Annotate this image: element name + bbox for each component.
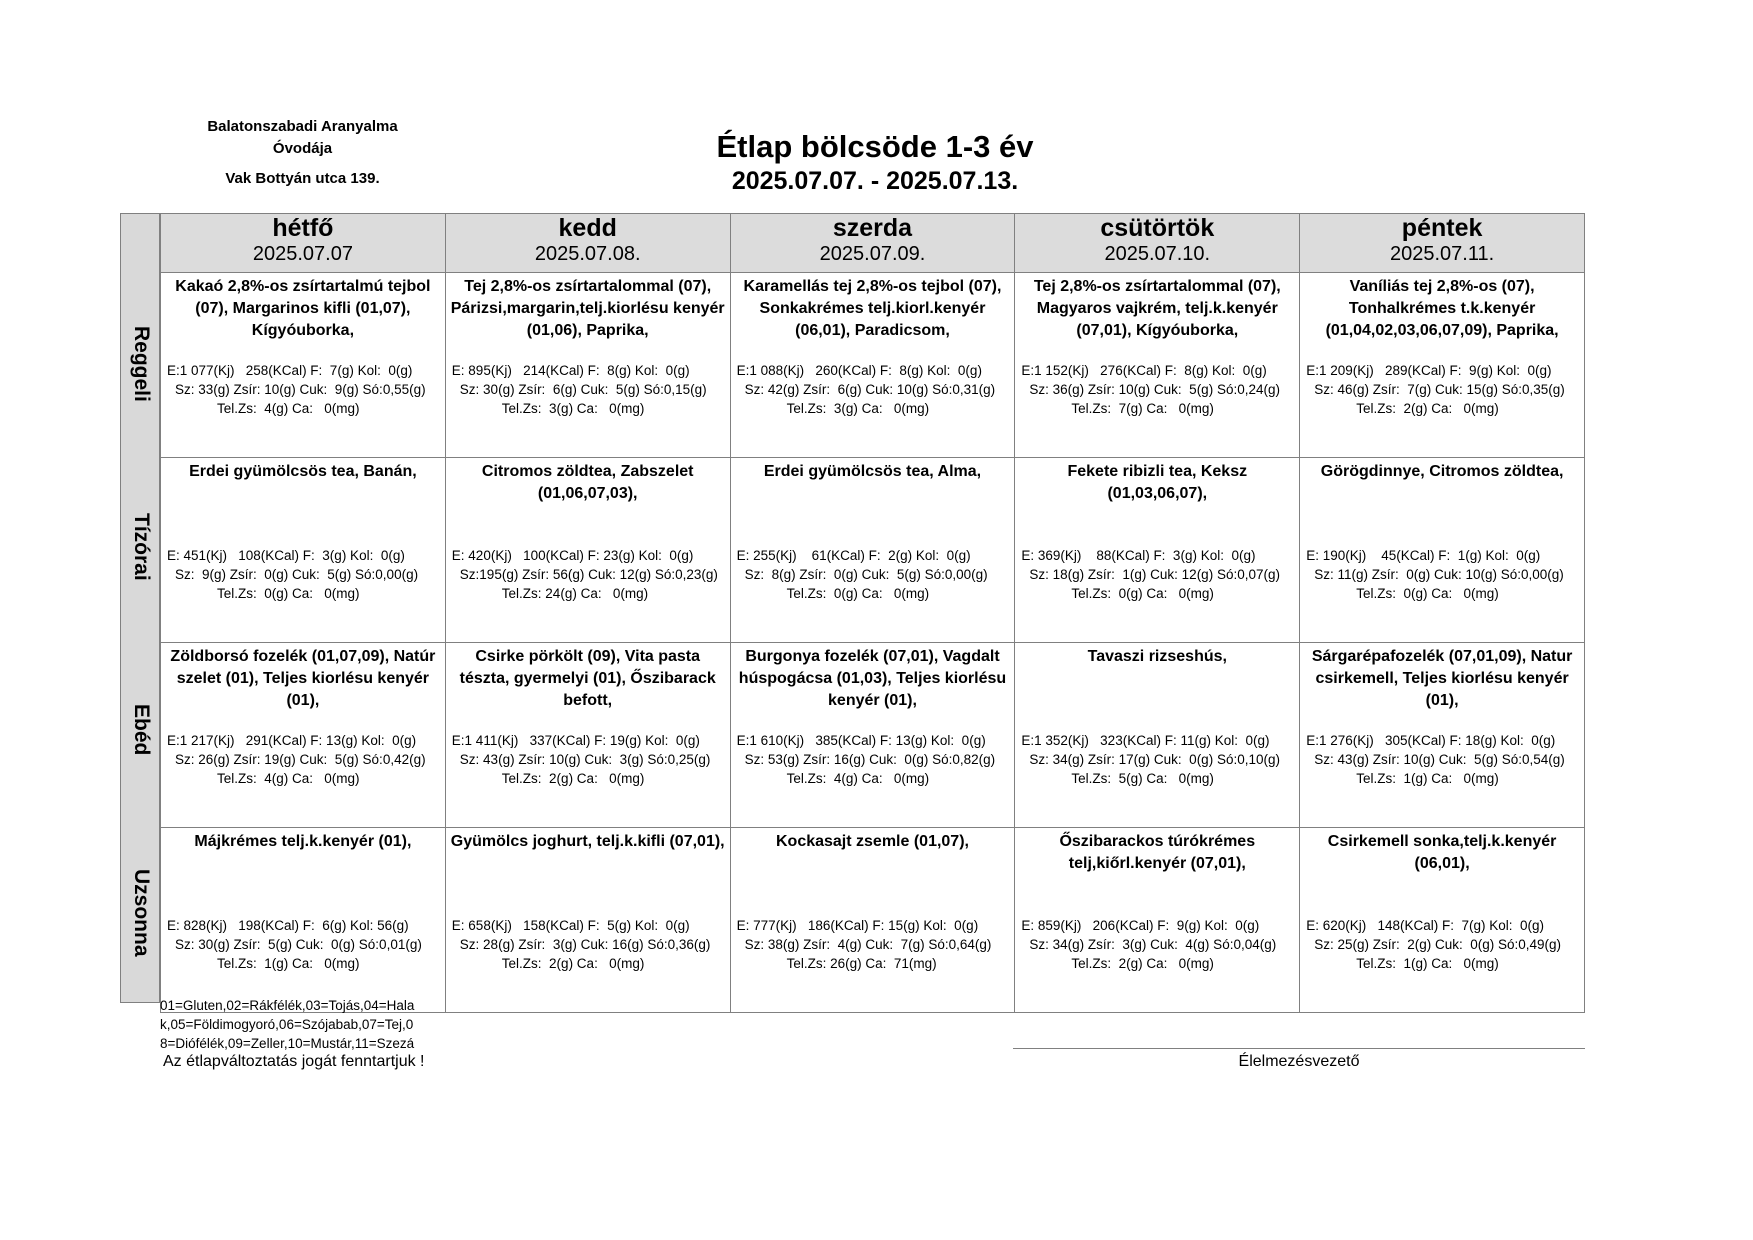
- meal-label-column: [120, 213, 160, 1003]
- food-description: Görögdinnye, Citromos zöldtea,: [1320, 463, 1564, 480]
- food-description: Csirkemell sonka,telj.k.kenyér (06,01),: [1327, 833, 1557, 872]
- nutrition-line: Tel.Zs: 5(g) Ca: 0(mg): [1071, 771, 1214, 786]
- menu-cell: [161, 273, 446, 458]
- nutrition-line: Sz: 28(g) Zsír: 3(g) Cuk: 16(g) Só:0,36(g): [459, 937, 711, 952]
- menu-cell: [1300, 643, 1585, 828]
- nutrition-line: E: 369(Kj) 88(KCal) F: 3(g) Kol: 0(g): [1021, 548, 1256, 563]
- nutrition-line: Tel.Zs: 2(g) Ca: 0(mg): [501, 956, 645, 971]
- menu-cell: [730, 458, 1015, 643]
- nutrition-line: Sz: 33(g) Zsír: 10(g) Cuk: 9(g) Só:0,55(g): [175, 382, 426, 397]
- nutrition-line: E:1 352(Kj) 323(KCal) F: 11(g) Kol: 0(g): [1021, 733, 1270, 748]
- nutrition-line: Tel.Zs: 0(g) Ca: 0(mg): [1071, 586, 1214, 601]
- date-range: 2025.07.07. - 2025.07.13.: [731, 167, 1019, 195]
- nutrition-info: [731, 546, 1015, 603]
- nutrition-info: [1300, 361, 1584, 418]
- nutrition-info: [1015, 546, 1299, 603]
- nutrition-line: Sz: 30(g) Zsír: 5(g) Cuk: 0(g) Só:0,01(g): [175, 937, 422, 952]
- nutrition-info: [446, 731, 730, 788]
- day-date: 2025.07.08.: [534, 243, 641, 265]
- nutrition-line: Sz: 53(g) Zsír: 16(g) Cuk: 0(g) Só:0,82(g): [744, 752, 996, 767]
- day-name: csütörtök: [1100, 214, 1215, 242]
- nutrition-line: Sz: 38(g) Zsír: 4(g) Cuk: 7(g) Só:0,64(g): [744, 937, 992, 952]
- food-description: Tej 2,8%-os zsírtartalommal (07), Párizsi,margarin,telj.kiorlésu kenyér (01,06), Paprika,: [450, 278, 725, 339]
- menu-cell: [445, 458, 730, 643]
- nutrition-info: [161, 916, 445, 973]
- food-description: Őszibarackos túrókrémes telj,kiőrl.kenyér (07,01),: [1059, 833, 1256, 872]
- nutrition-line: Tel.Zs: 1(g) Ca: 0(mg): [1356, 956, 1499, 971]
- menu-grid: [160, 213, 1585, 1013]
- food-description: Májkrémes telj.k.kenyér (01),: [194, 833, 412, 850]
- menu-cell: [1015, 458, 1300, 643]
- day-header: [1300, 214, 1585, 273]
- food-description: Fekete ribizli tea, Keksz (01,03,06,07),: [1067, 463, 1248, 502]
- nutrition-info: [161, 546, 445, 603]
- food-description: Burgonya fozelék (07,01), Vagdalt húspogácsa (01,03), Teljes kiorlésu kenyér (01),: [738, 648, 1007, 709]
- nutrition-line: Tel.Zs: 1(g) Ca: 0(mg): [217, 956, 360, 971]
- day-header: [1015, 214, 1300, 273]
- day-header-row: [161, 214, 1585, 273]
- day-date: 2025.07.11.: [1390, 243, 1495, 265]
- menu-cell: [445, 643, 730, 828]
- institution-address: Vak Bottyán utca 139.: [225, 170, 380, 187]
- nutrition-line: Tel.Zs: 26(g) Ca: 71(mg): [786, 956, 937, 971]
- nutrition-line: Sz: 36(g) Zsír: 10(g) Cuk: 5(g) Só:0,24(g): [1029, 382, 1280, 397]
- institution-name: Balatonszabadi Aranyalma: [207, 118, 398, 135]
- nutrition-line: E: 777(Kj) 186(KCal) F: 15(g) Kol: 0(g): [736, 918, 979, 933]
- meal-label-tizorai: Tízórai: [130, 512, 153, 581]
- day-name: hétfő: [272, 214, 334, 242]
- nutrition-line: E:1 152(Kj) 276(KCal) F: 8(g) Kol: 0(g): [1021, 363, 1267, 378]
- nutrition-info: [731, 916, 1015, 973]
- day-header: [730, 214, 1015, 273]
- menu-cell: [445, 273, 730, 458]
- nutrition-line: E: 859(Kj) 206(KCal) F: 9(g) Kol: 0(g): [1021, 918, 1260, 933]
- menu-change-disclaimer: Az étlapváltoztatás jogát fenntartjuk !: [163, 1053, 425, 1070]
- day-header: [161, 214, 446, 273]
- nutrition-line: Tel.Zs: 0(g) Ca: 0(mg): [217, 586, 360, 601]
- food-description: Gyümölcs joghurt, telj.k.kifli (07,01),: [450, 833, 725, 850]
- meal-row: [161, 828, 1585, 1013]
- day-date: 2025.07.07: [252, 243, 353, 265]
- meal-label-reggeli: Reggeli: [130, 325, 153, 402]
- nutrition-line: Tel.Zs: 2(g) Ca: 0(mg): [1356, 401, 1499, 416]
- nutrition-info: [161, 361, 445, 418]
- nutrition-line: Tel.Zs: 4(g) Ca: 0(mg): [217, 771, 360, 786]
- page-title: Étlap bölcsöde 1-3 év: [716, 129, 1034, 164]
- food-description: Kockasajt zsemle (01,07),: [775, 833, 969, 850]
- menu-table: [120, 213, 1585, 1003]
- nutrition-line: E:1 077(Kj) 258(KCal) F: 7(g) Kol: 0(g): [167, 363, 413, 378]
- meal-row: [161, 273, 1585, 458]
- food-description: Kakaó 2,8%-os zsírtartalmú tejbol (07), Margarinos kifli (01,07), Kígyóuborka,: [175, 278, 431, 339]
- day-name: szerda: [832, 214, 913, 242]
- food-description: Erdei gyümölcsös tea, Alma,: [763, 463, 982, 480]
- menu-cell: [730, 273, 1015, 458]
- meal-row: [161, 458, 1585, 643]
- nutrition-line: Tel.Zs: 24(g) Ca: 0(mg): [501, 586, 649, 601]
- nutrition-line: E:1 088(Kj) 260(KCal) F: 8(g) Kol: 0(g): [736, 363, 982, 378]
- nutrition-line: Sz: 46(g) Zsír: 7(g) Cuk: 15(g) Só:0,35(g): [1314, 382, 1565, 397]
- nutrition-info: [1300, 916, 1584, 973]
- day-name: péntek: [1401, 214, 1483, 242]
- nutrition-line: Tel.Zs: 7(g) Ca: 0(mg): [1071, 401, 1214, 416]
- menu-cell: [730, 643, 1015, 828]
- food-description: Vaníliás tej 2,8%-os (07), Tonhalkrémes t.k.kenyér (01,04,02,03,06,07,09), Paprika,: [1325, 278, 1559, 339]
- nutrition-line: Sz: 43(g) Zsír: 10(g) Cuk: 5(g) Só:0,54(g): [1314, 752, 1565, 767]
- menu-cell: [445, 828, 730, 1013]
- nutrition-line: Tel.Zs: 0(g) Ca: 0(mg): [786, 586, 930, 601]
- day-header: [445, 214, 730, 273]
- menu-cell: [161, 643, 446, 828]
- nutrition-line: E:1 217(Kj) 291(KCal) F: 13(g) Kol: 0(g): [167, 733, 417, 748]
- nutrition-line: E: 895(Kj) 214(KCal) F: 8(g) Kol: 0(g): [451, 363, 690, 378]
- food-description: Zöldborsó fozelék (01,07,09), Natúr szelet (01), Teljes kiorlésu kenyér (01),: [170, 648, 436, 709]
- nutrition-line: E: 451(Kj) 108(KCal) F: 3(g) Kol: 0(g): [167, 548, 405, 563]
- food-description: Tej 2,8%-os zsírtartalommal (07), Magyaros vajkrém, telj.k.kenyér (07,01), Kígyóuborka,: [1033, 278, 1281, 339]
- food-description: Erdei gyümölcsös tea, Banán,: [189, 463, 417, 480]
- nutrition-line: Tel.Zs: 1(g) Ca: 0(mg): [1356, 771, 1499, 786]
- nutrition-line: Tel.Zs: 0(g) Ca: 0(mg): [1356, 586, 1499, 601]
- nutrition-line: E: 420(Kj) 100(KCal) F: 23(g) Kol: 0(g): [451, 548, 694, 563]
- nutrition-line: Sz: 8(g) Zsír: 0(g) Cuk: 5(g) Só:0,00(g): [744, 567, 988, 582]
- nutrition-line: Sz: 42(g) Zsír: 6(g) Cuk: 10(g) Só:0,31(g): [744, 382, 996, 397]
- menu-cell: [730, 828, 1015, 1013]
- food-description: Karamellás tej 2,8%-os tejbol (07), Sonkakrémes telj.kiorl.kenyér (06,01), Paradicsom,: [743, 278, 1002, 339]
- nutrition-info: [1015, 361, 1299, 418]
- meal-label-ebed: Ebéd: [130, 703, 153, 756]
- day-date: 2025.07.09.: [819, 243, 926, 265]
- food-description: Sárgarépafozelék (07,01,09), Natur csirkemell, Teljes kiorlésu kenyér (01),: [1311, 648, 1573, 709]
- menu-cell: [161, 458, 446, 643]
- nutrition-line: E: 828(Kj) 198(KCal) F: 6(g) Kol: 56(g): [167, 918, 409, 933]
- nutrition-line: Sz: 26(g) Zsír: 19(g) Cuk: 5(g) Só:0,42(g): [175, 752, 426, 767]
- institution-name-line2: Óvodája: [272, 140, 333, 157]
- nutrition-info: [446, 546, 730, 603]
- menu-cell: [1300, 273, 1585, 458]
- nutrition-line: Sz: 18(g) Zsír: 1(g) Cuk: 12(g) Só:0,07(g): [1029, 567, 1280, 582]
- day-date: 2025.07.10.: [1104, 243, 1211, 265]
- nutrition-info: [161, 731, 445, 788]
- nutrition-line: Sz: 34(g) Zsír: 17(g) Cuk: 0(g) Só:0,10(g): [1029, 752, 1280, 767]
- nutrition-line: Tel.Zs: 3(g) Ca: 0(mg): [786, 401, 930, 416]
- nutrition-line: Tel.Zs: 2(g) Ca: 0(mg): [1071, 956, 1214, 971]
- nutrition-line: Tel.Zs: 3(g) Ca: 0(mg): [501, 401, 645, 416]
- title-block: [640, 128, 1110, 196]
- day-name: kedd: [558, 214, 617, 242]
- nutrition-line: Tel.Zs: 4(g) Ca: 0(mg): [786, 771, 930, 786]
- nutrition-line: Tel.Zs: 4(g) Ca: 0(mg): [217, 401, 360, 416]
- nutrition-line: Sz: 30(g) Zsír: 6(g) Cuk: 5(g) Só:0,15(g): [459, 382, 707, 397]
- institution-block: [160, 116, 445, 190]
- nutrition-line: Sz: 9(g) Zsír: 0(g) Cuk: 5(g) Só:0,00(g): [175, 567, 419, 582]
- nutrition-line: E: 190(Kj) 45(KCal) F: 1(g) Kol: 0(g): [1306, 548, 1541, 563]
- nutrition-info: [1300, 546, 1584, 603]
- signature-line: [1013, 1048, 1585, 1049]
- nutrition-line: Sz: 34(g) Zsír: 3(g) Cuk: 4(g) Só:0,04(g): [1029, 937, 1277, 952]
- nutrition-line: E: 658(Kj) 158(KCal) F: 5(g) Kol: 0(g): [451, 918, 690, 933]
- nutrition-line: E:1 610(Kj) 385(KCal) F: 13(g) Kol: 0(g): [736, 733, 986, 748]
- menu-cell: [1300, 828, 1585, 1013]
- nutrition-line: E:1 411(Kj) 337(KCal) F: 19(g) Kol: 0(g): [451, 733, 700, 748]
- nutrition-info: [731, 361, 1015, 418]
- nutrition-info: [1015, 916, 1299, 973]
- nutrition-line: Sz: 25(g) Zsír: 2(g) Cuk: 0(g) Só:0,49(g): [1314, 937, 1562, 952]
- food-description: Csirke pörkölt (09), Vita pasta tészta, gyermelyi (01), Őszibarack befott,: [459, 648, 716, 709]
- nutrition-line: E: 255(Kj) 61(KCal) F: 2(g) Kol: 0(g): [736, 548, 971, 563]
- signature-label: Élelmezésvezető: [1238, 1053, 1360, 1070]
- nutrition-info: [446, 916, 730, 973]
- nutrition-line: E:1 276(Kj) 305(KCal) F: 18(g) Kol: 0(g): [1306, 733, 1556, 748]
- food-description: Tavaszi rizseshús,: [1087, 648, 1227, 665]
- food-description: Citromos zöldtea, Zabszelet (01,06,07,03),: [481, 463, 694, 502]
- meal-row: [161, 643, 1585, 828]
- nutrition-line: Tel.Zs: 2(g) Ca: 0(mg): [501, 771, 645, 786]
- nutrition-info: [446, 361, 730, 418]
- allergen-note: 01=Gluten,02=Rákfélék,03=Tojás,04=Hala k,05=Földimogyoró,06=Szójabab,07=Tej,0 8=Diófélék,09=Zeller,10=Mustár,11=Szezá: [160, 998, 415, 1051]
- menu-cell: [1015, 828, 1300, 1013]
- nutrition-line: Sz: 43(g) Zsír: 10(g) Cuk: 3(g) Só:0,25(g): [459, 752, 711, 767]
- menu-cell: [161, 828, 446, 1013]
- nutrition-line: E: 620(Kj) 148(KCal) F: 7(g) Kol: 0(g): [1306, 918, 1545, 933]
- nutrition-info: [1015, 731, 1299, 788]
- nutrition-info: [1300, 731, 1584, 788]
- meal-label-uzsonna: Uzsonna: [130, 868, 153, 957]
- nutrition-line: Sz:195(g) Zsír: 56(g) Cuk: 12(g) Só:0,23(g): [459, 567, 718, 582]
- nutrition-line: Sz: 11(g) Zsír: 0(g) Cuk: 10(g) Só:0,00(g): [1314, 567, 1564, 582]
- nutrition-line: E:1 209(Kj) 289(KCal) F: 9(g) Kol: 0(g): [1306, 363, 1552, 378]
- menu-cell: [1015, 273, 1300, 458]
- nutrition-info: [731, 731, 1015, 788]
- menu-cell: [1015, 643, 1300, 828]
- menu-cell: [1300, 458, 1585, 643]
